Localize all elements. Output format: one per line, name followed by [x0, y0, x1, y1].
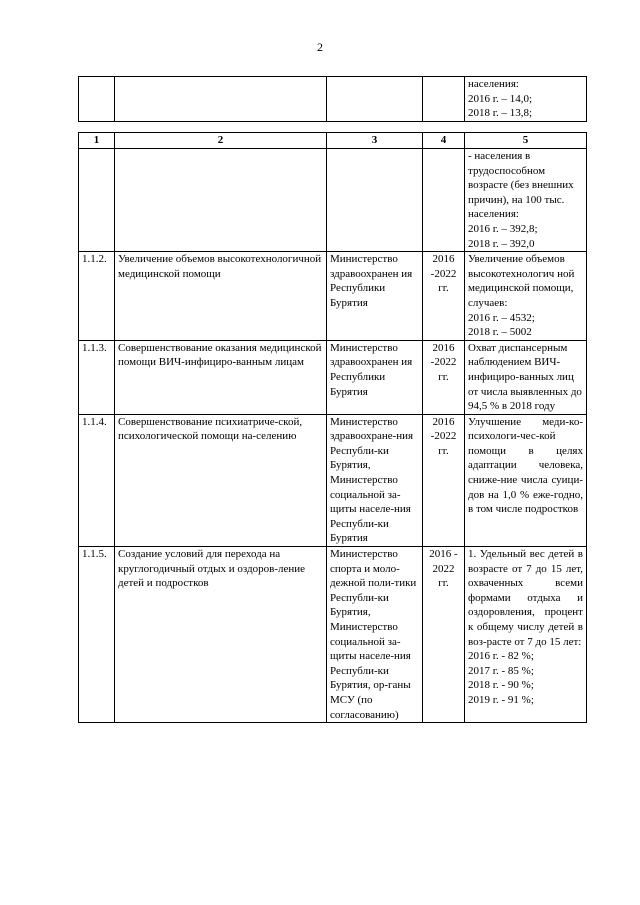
table-row [79, 414, 587, 546]
cell-num: 1.1.3. [79, 340, 115, 414]
cell-name: Создание условий для перехода на круглогодичный отдых и оздоров-ление детей и подростков [115, 547, 327, 723]
header-row [79, 133, 587, 149]
page-number: 2 [317, 40, 323, 54]
cell-name: Совершенствование оказания медицинской помощи ВИЧ-инфициро-ванным лицам [115, 340, 327, 414]
cell-responsible: Министерство здравоохране-ния Республи-ки Бурятия, Министерство социальной за-щиты населе-ния Республи-ки Бурятия [327, 414, 423, 546]
header-cell: 3 [327, 133, 423, 149]
cell-result: Увеличение объемов высокотехнологич ной медицинской помощи, случаев: 2016 г. – 4532; 2018 г. – 5002 [465, 252, 587, 341]
cell-result: населения: 2016 г. – 14,0; 2018 г. – 13,8; [465, 77, 587, 122]
table-row [79, 77, 587, 122]
cell-period: 2016 - 2022 гг. [423, 547, 465, 723]
table-row [79, 340, 587, 414]
cell-num: 1.1.5. [79, 547, 115, 723]
cell-period: 2016 -2022 гг. [423, 414, 465, 546]
header-cell: 5 [465, 133, 587, 149]
cell-responsible: Министерство здравоохранен ия Республики Бурятия [327, 252, 423, 341]
continuation-table [78, 76, 587, 122]
cell-result: 1. Удельный вес детей в возрасте от 7 до 15 лет, охваченных всеми формами отдыха и оздоровления, процент к общему числу детей в воз-расте от 7 до 15 лет: 2016 г. - 82 %; 2017 г. - 85 %; 2018 г. - 90 %; 2019 г. - 91 %; [465, 547, 587, 723]
cell-name: Совершенствование психиатриче-ской, психологической помощи на-селению [115, 414, 327, 546]
cell-name [115, 149, 327, 252]
header-cell: 1 [79, 133, 115, 149]
cell-num: 1.1.2. [79, 252, 115, 341]
table-row [79, 252, 587, 341]
cell-name [115, 77, 327, 122]
header-cell: 4 [423, 133, 465, 149]
cell-period [423, 149, 465, 252]
cell-period [423, 77, 465, 122]
cell-result: - населения в трудоспособном возрасте (без внешних причин), на 100 тыс. населения: 2016 г. – 392,8; 2018 г. – 392,0 [465, 149, 587, 252]
cell-responsible: Министерство здравоохранен ия Республики Бурятия [327, 340, 423, 414]
cell-period: 2016 -2022 гг. [423, 340, 465, 414]
cell-period: 2016 -2022 гг. [423, 252, 465, 341]
cell-name: Увеличение объемов высокотехнологичной медицинской помощи [115, 252, 327, 341]
header-cell: 2 [115, 133, 327, 149]
cell-num [79, 77, 115, 122]
cell-result: Охват диспансерным наблюдением ВИЧ-инфициро-ванных лиц от числа выявленных до 94,5 % в 2018 году [465, 340, 587, 414]
table-row [79, 149, 587, 252]
cell-responsible [327, 77, 423, 122]
table-row [79, 547, 587, 723]
cell-responsible: Министерство спорта и моло-дежной поли-тики Республи-ки Бурятия, Министерство социальной за-щиты населе-ния Республи-ки Бурятия, ор-ганы МСУ (по согласованию) [327, 547, 423, 723]
cell-responsible [327, 149, 423, 252]
main-table [78, 132, 587, 723]
cell-num [79, 149, 115, 252]
cell-result: Улучшение меди-ко-психологи-чес-кой помощи в целях адаптации человека, сниже-ние числа суици-дов на 1,0 % еже-годно, в том числе подростков [465, 414, 587, 546]
cell-num: 1.1.4. [79, 414, 115, 546]
